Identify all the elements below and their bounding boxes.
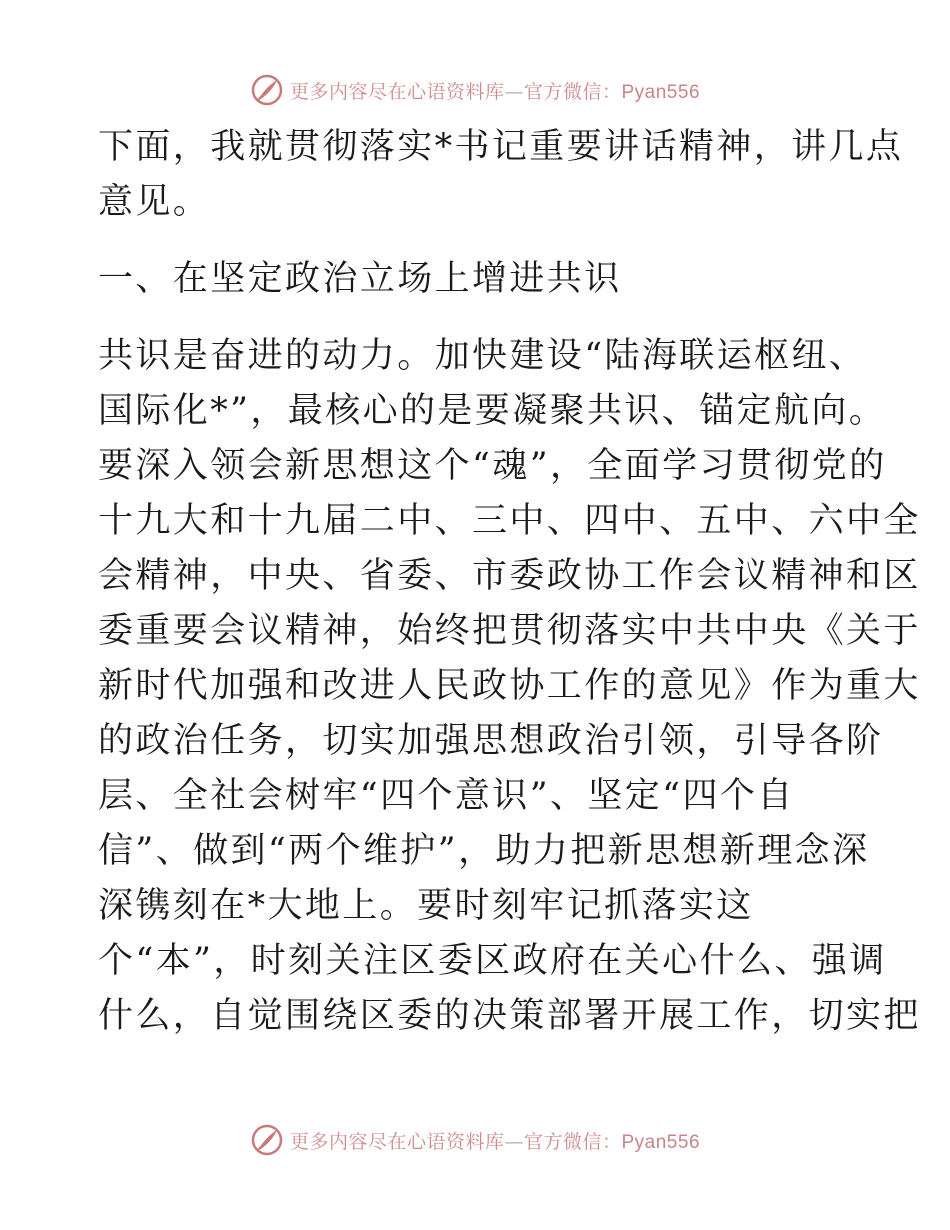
text-line: 下面，我就贯彻落实*书记重要讲话精神，讲几点 — [98, 127, 904, 167]
text-line: 个“本”，时刻关注区委区政府在关心什么、强调 — [98, 941, 887, 981]
watermark-wechat-id: Pyan556 — [621, 1131, 701, 1153]
watermark-text — [290, 1127, 700, 1154]
watermark-official-label: 官方微信： — [523, 1130, 622, 1153]
watermark-dash: — — [504, 80, 524, 103]
text-line: 层、全社会树牢“四个意识”、坚定“四个自 — [98, 776, 795, 816]
text-line: 什么，自觉围绕区委的决策部署开展工作，切实把 — [98, 996, 921, 1036]
feather-pen-icon — [250, 73, 284, 107]
watermark-text — [290, 77, 700, 104]
text-line: 的政治任务，切实加强思想政治引领，引导各阶 — [98, 721, 884, 761]
header-watermark — [0, 70, 950, 110]
footer-watermark — [0, 1120, 950, 1160]
text-line: 共识是奋进的动力。加快建设“陆海联运枢纽、 — [98, 336, 867, 376]
text-line: 深镌刻在*大地上。要时刻牢记抓落实这 — [98, 886, 754, 926]
feather-pen-icon — [250, 1123, 284, 1157]
watermark-dash: — — [504, 1130, 524, 1153]
text-line: 十九大和十九届二中、三中、四中、五中、六中全 — [98, 501, 921, 541]
watermark-official-label: 官方微信： — [523, 80, 622, 103]
text-line: 委重要会议精神，始终把贯彻落实中共中央《关于 — [98, 611, 921, 651]
text-line: 国际化*”，最核心的是要凝聚共识、锚定航向。 — [98, 391, 887, 431]
paragraph-consensus — [98, 329, 921, 1044]
text-line: 意见。 — [98, 182, 211, 222]
section-heading: 一、在坚定政治立场上增进共识 — [98, 259, 622, 299]
paragraph-intro — [98, 120, 904, 230]
text-line: 新时代加强和改进人民政协工作的意见》作为重大 — [98, 666, 921, 706]
watermark-brand: 更多内容尽在心语资料库 — [289, 1130, 505, 1153]
text-line: 会精神，中央、省委、市委政协工作会议精神和区 — [98, 556, 921, 596]
text-line: 信”、做到“两个维护”，助力把新思想新理念深 — [98, 831, 870, 871]
text-line: 要深入领会新思想这个“魂”，全面学习贯彻党的 — [98, 446, 887, 486]
document-body — [98, 120, 921, 1044]
watermark-wechat-id: Pyan556 — [621, 81, 701, 103]
watermark-brand: 更多内容尽在心语资料库 — [289, 80, 505, 103]
